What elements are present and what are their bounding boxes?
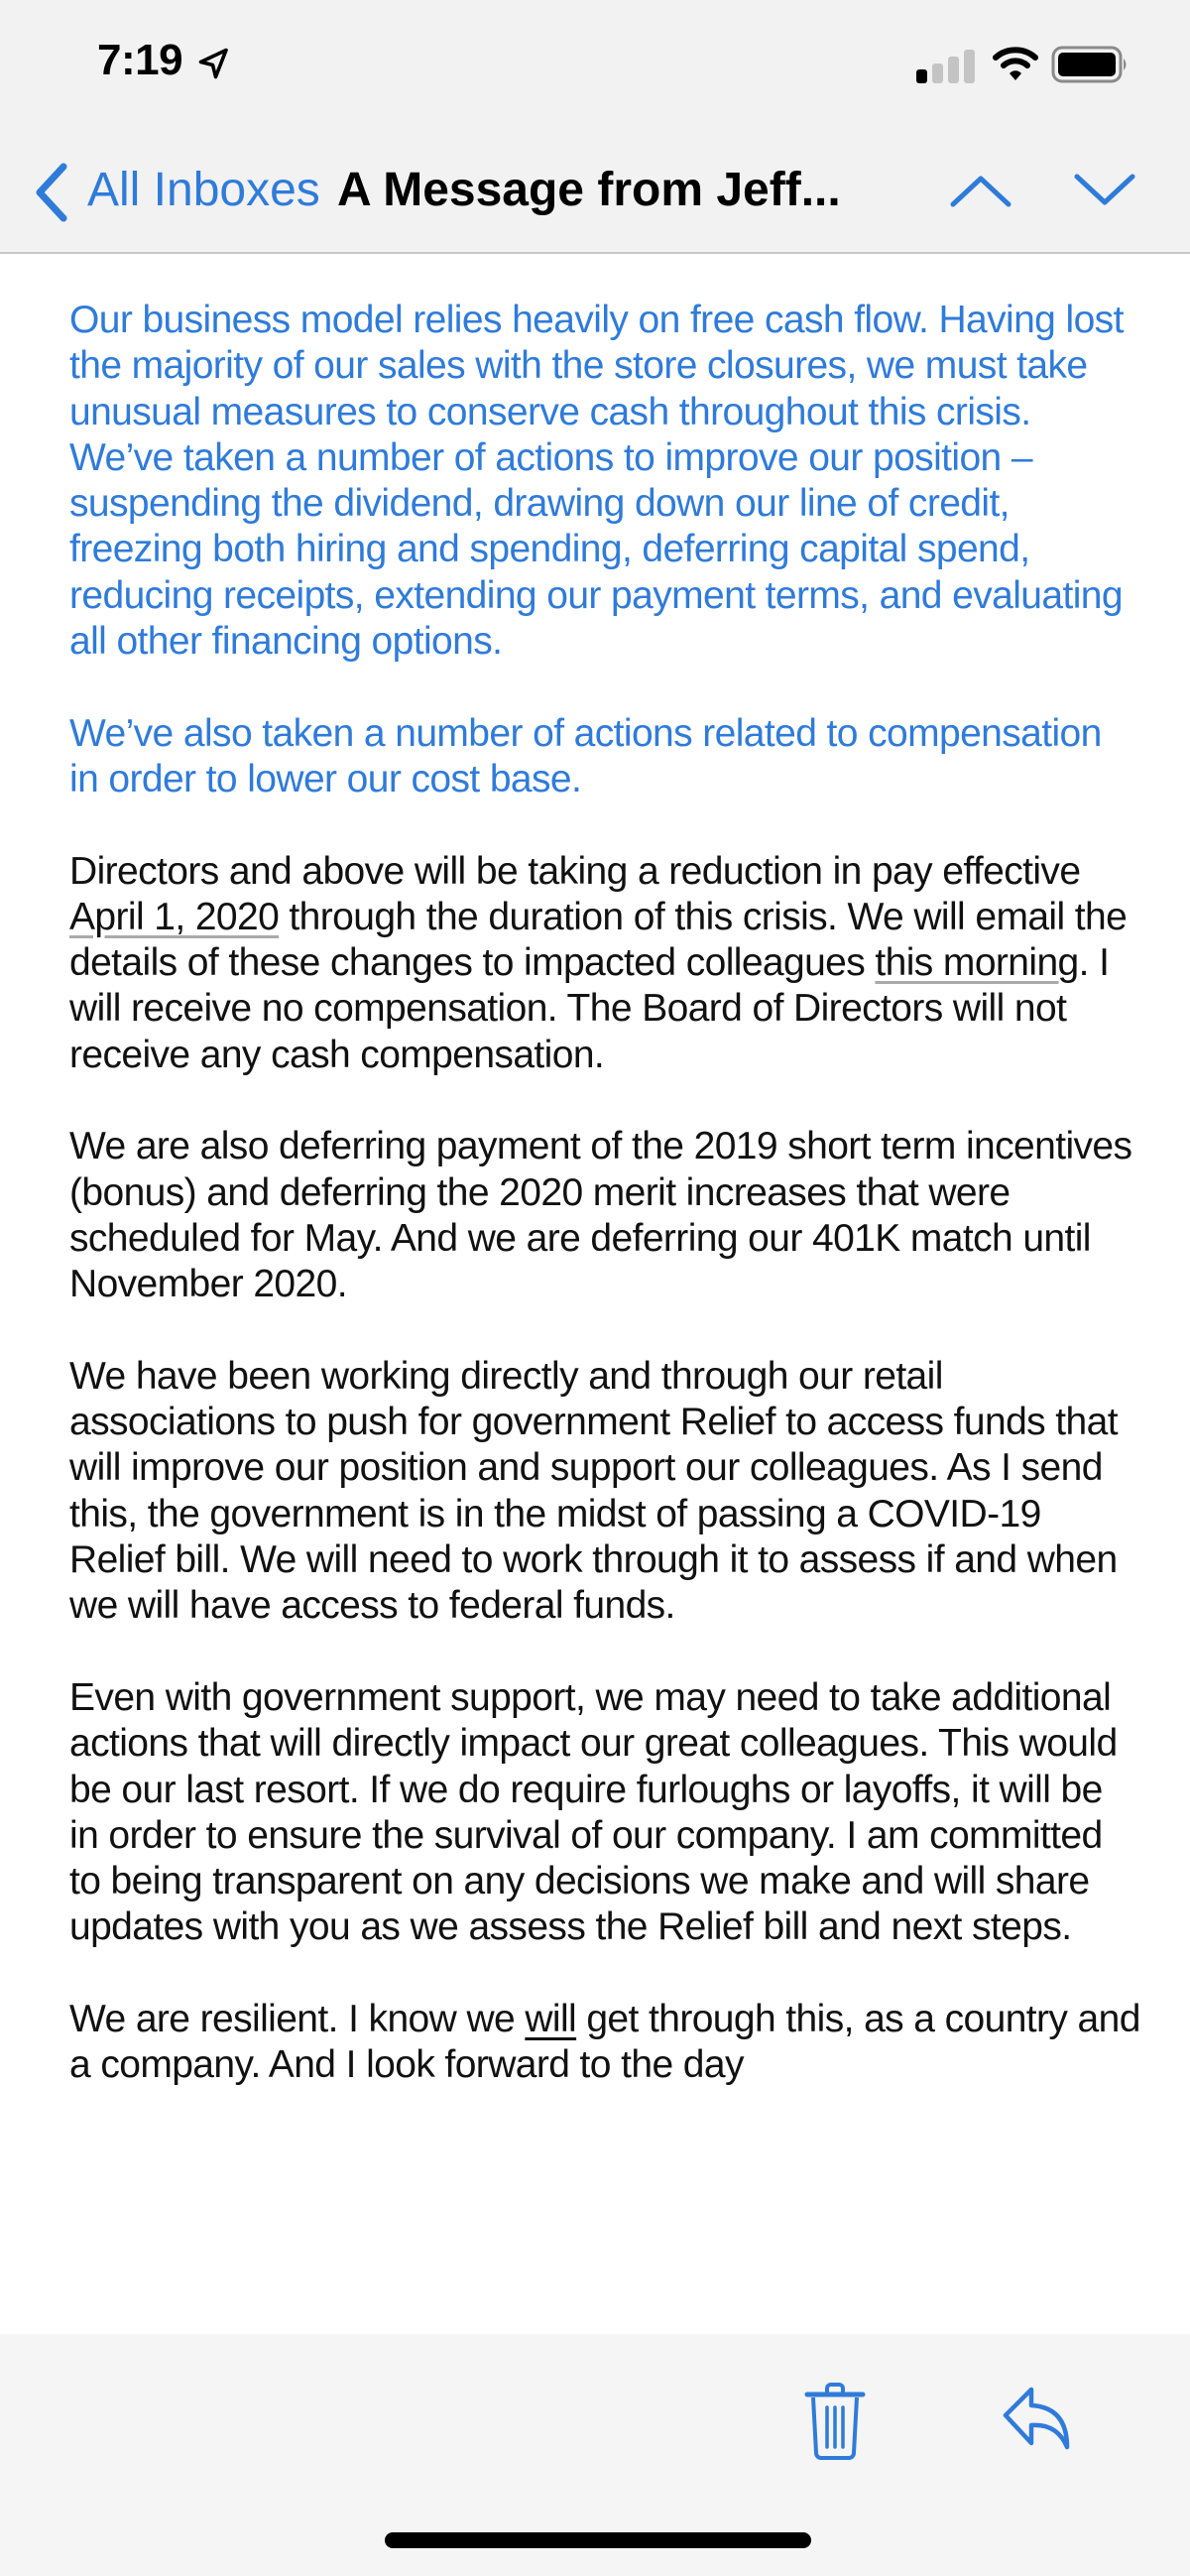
navigation-bar: [0, 149, 1190, 238]
date-link-april-1-2020[interactable]: April 1, 2020: [69, 895, 280, 938]
paragraph-cash-flow: Our business model relies heavily on free cash flow. Having lost the majority of our sales with the store closures, we must take unusual measures to conserve cash throughout this crisis. We’ve taken a number of actions to improve our position – suspending the dividend, drawing down our line of credit, freezing both hiring and spending, deferring capital spend, reducing receipts, extending our payment terms, and evaluating all other financing options.: [69, 299, 1124, 664]
email-subject-title: A Message from Jeff...: [337, 164, 841, 216]
chevron-up-icon[interactable]: [947, 167, 1016, 216]
location-arrow-icon: [196, 46, 232, 81]
bottom-toolbar: [0, 2334, 1190, 2576]
trash-icon[interactable]: [803, 2382, 867, 2461]
reply-icon[interactable]: [1002, 2386, 1073, 2455]
top-bar: [0, 0, 1190, 254]
chevron-down-icon[interactable]: [1071, 167, 1140, 216]
paragraph-resilient: [69, 1997, 1140, 2089]
status-time: 7:19: [97, 36, 183, 84]
paragraph-compensation-intro: We’ve also taken a number of actions related to compensation in order to lower our cost base.: [69, 711, 1102, 800]
paragraph-deferring-payments: We are also deferring payment of the 2019 short term incentives (bonus) and deferring the 2020 merit increases that were scheduled for May. And we are deferring our 401K match until November 2020.: [69, 1125, 1132, 1306]
text-segment: We are resilient. I know we: [69, 1997, 526, 2040]
chevron-left-icon[interactable]: [30, 161, 77, 224]
text-segment: get through this, as a country and a company. And I look forward to the day: [69, 1997, 1140, 2087]
signal-icon: [916, 48, 996, 83]
text-segment: . I will receive no compensation. The Board of Directors will not receive any cash compensation.: [69, 941, 1110, 1076]
email-body: [69, 298, 1140, 2135]
back-button-all-inboxes[interactable]: All Inboxes: [87, 164, 320, 216]
text-segment: through the duration of this crisis. We will email the details of these changes to impacted colleagues: [69, 895, 1128, 985]
paragraph-pay-reduction: [69, 849, 1140, 1078]
paragraph-additional-actions: Even with government support, we may need to take additional actions that will directly impact our great colleagues. This would be our last resort. If we do require furloughs or layoffs, it will be in order to ensure the survival of our company. I am committed to being transparent on any decisions we make and will share updates with you as we assess the Relief bill and next steps.: [69, 1675, 1118, 1949]
emphasis-will: will: [525, 1997, 577, 2040]
text-segment: Directors and above will be taking a reduction in pay effective: [69, 849, 1081, 893]
battery-icon: [1051, 46, 1130, 83]
paragraph-government-relief: We have been working directly and through our retail associations to push for government Relief to access funds that will improve our position and support our colleagues. As I send this, the government is in the midst of passing a COVID-19 Relief bill. We will need to work through it to assess if and when we will have access to federal funds.: [69, 1354, 1118, 1628]
home-indicator[interactable]: [385, 2532, 811, 2548]
date-link-this-morning[interactable]: this morning: [875, 941, 1079, 985]
wifi-icon: [992, 44, 1039, 83]
